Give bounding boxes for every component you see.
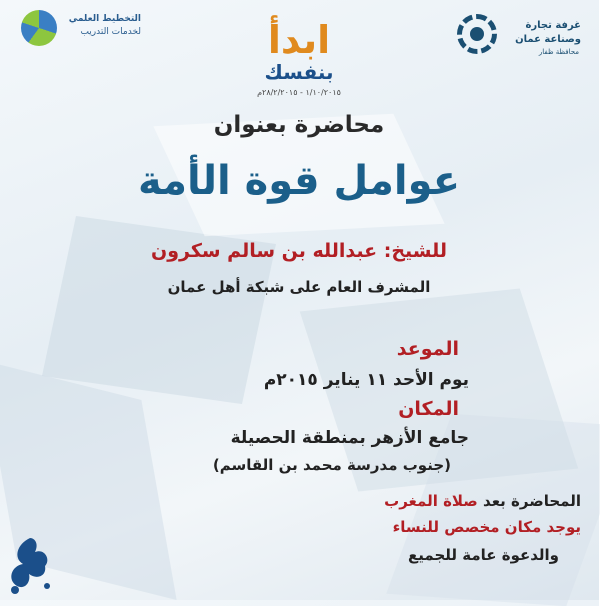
note-time xyxy=(385,492,582,510)
place-value: جامع الأزهر بمنطقة الحصيلة xyxy=(231,428,470,448)
planning-logo-line1: التخطيط العلمي xyxy=(69,14,142,24)
place-note: (جنوب مدرسة محمد بن القاسم) xyxy=(213,456,452,474)
lecture-title: عوامل قوة الأمة xyxy=(138,158,462,204)
planning-logo xyxy=(22,10,142,50)
speaker-name: للشيخ: عبدالله بن سالم سكرون xyxy=(151,240,449,262)
note-invitation: والدعوة عامة للجميع xyxy=(409,546,560,564)
place-label: المكان xyxy=(399,398,460,420)
chamber-of-commerce-logo xyxy=(452,10,582,72)
campaign-logo xyxy=(230,8,370,100)
swirl-icon xyxy=(22,10,58,46)
note-women: يوجد مكان مخصص للنساء xyxy=(393,518,582,536)
chamber-logo-line3: محافظة ظفار xyxy=(539,48,580,56)
gear-icon xyxy=(458,14,498,54)
chamber-logo-line2: وصناعة عمان xyxy=(516,34,582,45)
campaign-logo-sub: بنفسك xyxy=(265,60,335,84)
date-value: يوم الأحد ١١ يناير ٢٠١٥م xyxy=(264,370,470,390)
date-label: الموعد xyxy=(397,338,460,360)
note-time-prefix: المحاضرة بعد xyxy=(484,492,582,510)
campaign-logo-date: ١/١٠/٢٠١٥ - ٢٨/٢/٢٠١٥م xyxy=(258,88,342,97)
lecture-label: محاضرة بعنوان xyxy=(214,112,386,138)
speaker-role: المشرف العام على شبكة أهل عمان xyxy=(168,278,432,296)
planning-logo-line2: لخدمات التدريب xyxy=(81,27,142,37)
campaign-logo-main: ابدأ xyxy=(268,18,332,62)
flourish-ornament-icon xyxy=(2,534,60,596)
chamber-logo-line1: غرفة تجارة xyxy=(526,20,582,31)
note-time-highlight: صلاة المغرب xyxy=(385,492,479,510)
